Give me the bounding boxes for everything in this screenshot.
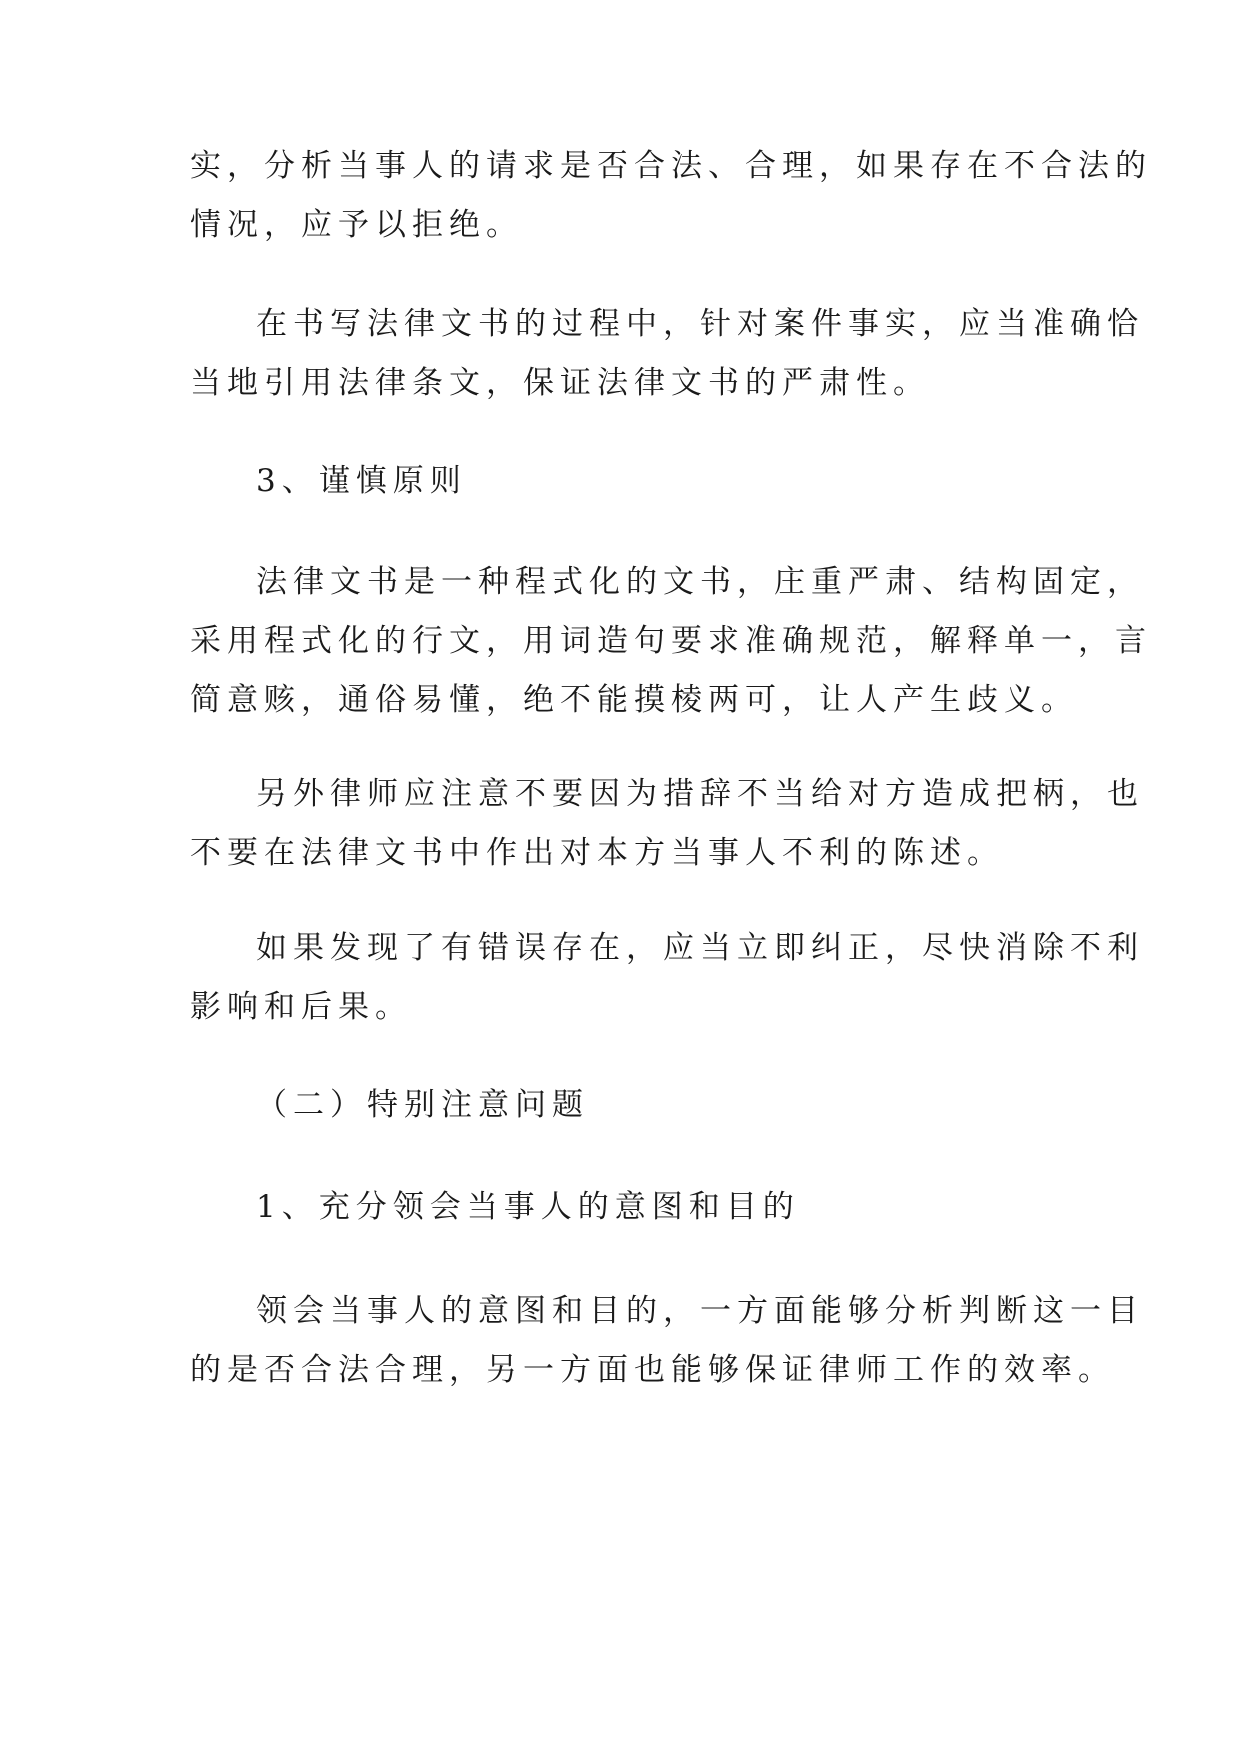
paragraph-wording	[190, 765, 1144, 883]
paragraph-continuation	[190, 137, 1152, 255]
text-line: 不要在法律文书中作出对本方当事人不利的陈述。	[190, 835, 1004, 871]
text-line: 情况，应予以拒绝。	[190, 207, 523, 243]
text-line: 采用程式化的行文，用词造句要求准确规范，解释单一，言	[190, 623, 1152, 659]
text-line: 当地引用法律条文，保证法律文书的严肃性。	[190, 365, 930, 401]
paragraph-citation	[190, 295, 1144, 413]
text-line: 领会当事人的意图和目的，一方面能够分析判断这一目	[256, 1293, 1144, 1329]
text-line: 如果发现了有错误存在，应当立即纠正，尽快消除不利	[256, 930, 1144, 966]
heading-text: 1、充分领会当事人的意图和目的	[256, 1189, 800, 1225]
paragraph-correction	[190, 919, 1144, 1037]
section-heading-3	[190, 452, 1070, 511]
heading-text: 3、谨慎原则	[256, 463, 467, 499]
text-line: 的是否合法合理，另一方面也能够保证律师工作的效率。	[190, 1352, 1115, 1388]
text-line: 影响和后果。	[190, 989, 412, 1025]
paragraph-intent	[190, 1282, 1144, 1400]
heading-text: （二）特别注意问题	[256, 1087, 589, 1123]
section-heading-2	[190, 1076, 1070, 1135]
text-line: 实，分析当事人的请求是否合法、合理，如果存在不合法的	[190, 148, 1152, 184]
subsection-heading-1	[190, 1178, 1070, 1237]
text-line: 在书写法律文书的过程中，针对案件事实，应当准确恰	[256, 306, 1144, 342]
text-line: 简意赅，通俗易懂，绝不能摸棱两可，让人产生歧义。	[190, 682, 1078, 718]
text-line: 法律文书是一种程式化的文书，庄重严肃、结构固定，	[256, 564, 1144, 600]
text-line: 另外律师应注意不要因为措辞不当给对方造成把柄，也	[256, 776, 1144, 812]
paragraph-formality	[190, 553, 1152, 730]
